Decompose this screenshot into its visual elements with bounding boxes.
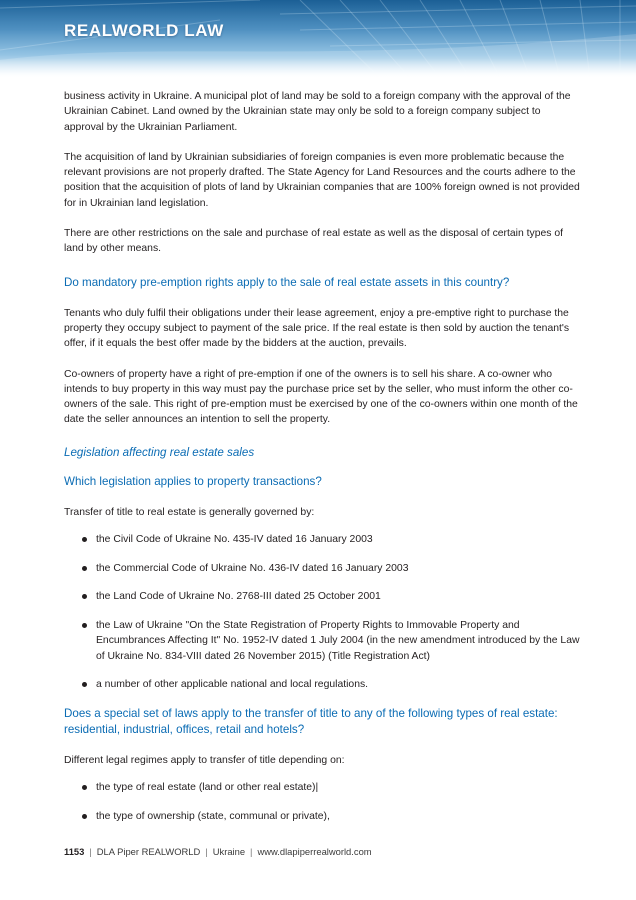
paragraph: business activity in Ukraine. A municipal plot of land may be sold to a foreign company with the approval of the Ukrainian Cabinet. Land owned by the Ukrainian state may only be sold to a foreign company subject to approval by the Ukrainian Parliament.	[64, 91, 571, 133]
paragraph: Transfer of title to real estate is generally governed by:	[64, 506, 315, 518]
brand-title: REALWORLD LAW	[64, 21, 224, 40]
footer-separator: |	[250, 846, 253, 857]
paragraph: Different legal regimes apply to transfer of title depending on:	[64, 755, 345, 767]
list-item: the Law of Ukraine "On the State Registration of Property Rights to Immovable Property and Encumbrances Affecting It" No. 1952-IV dated 1 July 2004 (in the new amendment introduced by the Law of Ukraine No. 834-VIII dated 26 November 2015) (Title Registration Act)	[64, 618, 580, 664]
paragraph: Co-owners of property have a right of pre-emption if one of the owners is to sell his share. A co-owner who intends to buy property in this way must pay the purchase price set by the seller, who must inform the other co-owners of the sale. This right of pre-emption must be exercised by one of the co-owners within one month of the date the seller announces an intention to sell the property.	[64, 368, 578, 426]
footer-separator: |	[205, 846, 208, 857]
section-heading: Legislation affecting real estate sales	[64, 445, 255, 459]
footer-country: Ukraine	[212, 846, 246, 857]
regime-list	[64, 780, 580, 824]
question-heading: Does a special set of laws apply to the transfer of title to any of the following types of real estate: residential, industrial, offices, retail and hotels?	[64, 707, 558, 737]
list-item: the Commercial Code of Ukraine No. 436-IV dated 16 January 2003	[64, 561, 580, 576]
paragraph: There are other restrictions on the sale and purchase of real estate as well as the disposal of certain types of land by other means.	[64, 228, 564, 255]
page-footer	[64, 846, 372, 857]
list-item: the type of ownership (state, communal or private),	[64, 809, 580, 824]
list-item: the type of real estate (land or other real estate)|	[64, 780, 580, 795]
page-number: 1153	[64, 846, 85, 857]
footer-publisher: DLA Piper REALWORLD	[96, 846, 201, 857]
paragraph: The acquisition of land by Ukrainian subsidiaries of foreign companies is even more problematic because the relevant provisions are not properly drafted. The State Agency for Land Resources and the courts adhere to the position that the acquisition of plots of land by Ukrainian companies that are 100% foreign owned is not provided for in Ukrainian land legislation.	[64, 151, 580, 209]
footer-separator: |	[89, 846, 92, 857]
list-item: a number of other applicable national and local regulations.	[64, 677, 580, 692]
list-item: the Civil Code of Ukraine No. 435-IV dated 16 January 2003	[64, 532, 580, 547]
list-item: the Land Code of Ukraine No. 2768-III dated 25 October 2001	[64, 589, 580, 604]
paragraph: Tenants who duly fulfil their obligations under their lease agreement, enjoy a pre-emptive right to purchase the property they occupy subject to payment of the sale price. If the real estate is then sold by auction the tenant's offer, if it equals the best offer made by the bidders at the auction, prevails.	[64, 307, 570, 350]
legislation-list	[64, 532, 580, 693]
question-heading: Do mandatory pre-emption rights apply to the sale of real estate assets in this country?	[64, 275, 510, 289]
document-body	[64, 89, 580, 838]
page-header-banner	[0, 0, 636, 78]
question-heading: Which legislation applies to property transactions?	[64, 474, 322, 488]
footer-url-link[interactable]: www.dlapiperrealworld.com	[257, 846, 372, 857]
